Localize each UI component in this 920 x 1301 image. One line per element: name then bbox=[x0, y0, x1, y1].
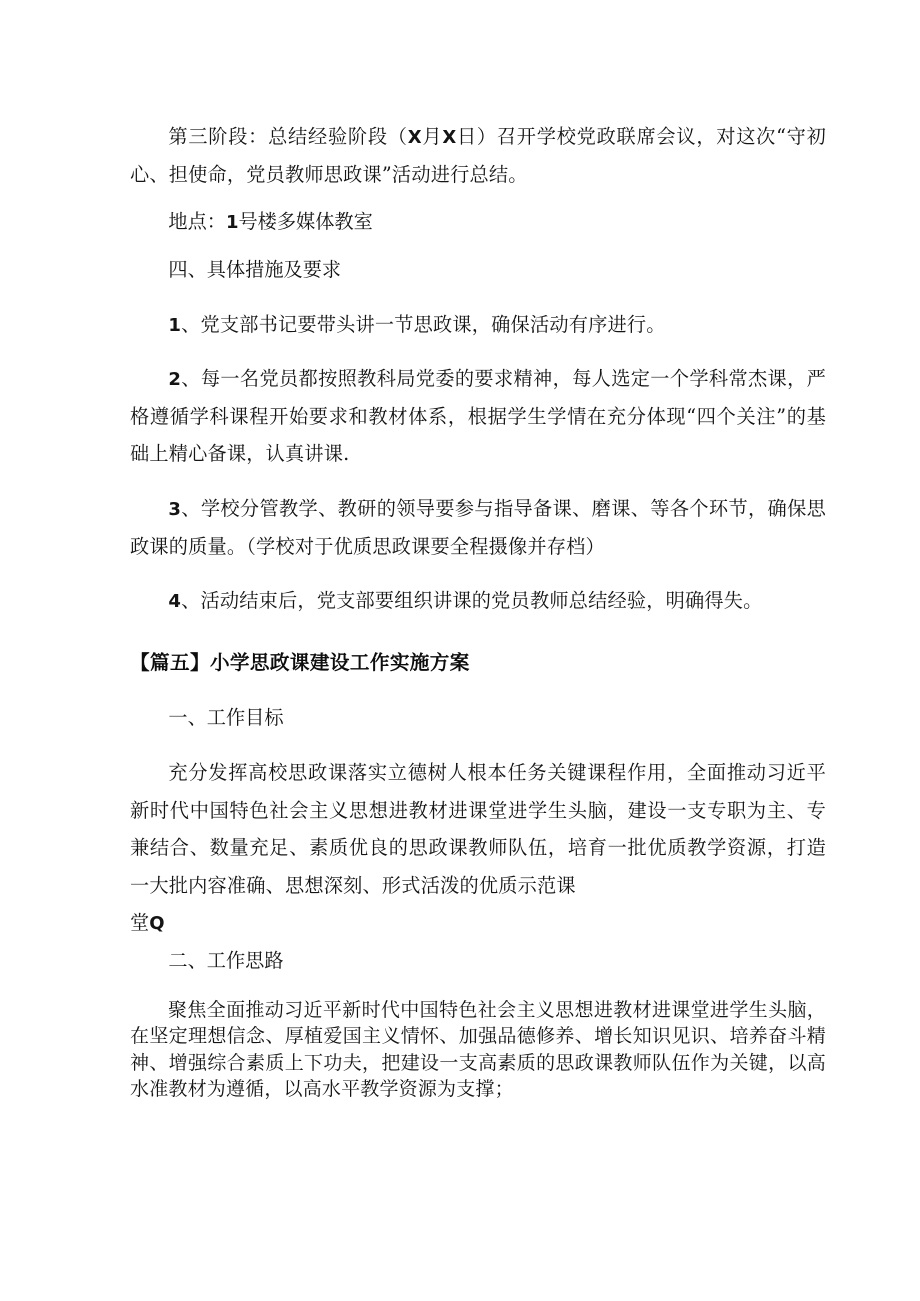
list-item-1 bbox=[130, 306, 826, 344]
paragraph-work-approach: 聚焦全面推动习近平新时代中国特色社会主义思想进教材进课堂进学生头脑，在坚定理想信念、厚植爱国主义情怀、加强品德修养、增长知识见识、培养奋斗精神、增强综合素质上下功夫，把建设一支高素质的思政课教师队伍作为关键，以高水准教材为遵循，以高水平教学资源为支撑； bbox=[130, 998, 826, 1101]
list-item-4-text: 、活动结束后，党支部要组织讲课的党员教师总结经验，明确得失。 bbox=[181, 589, 763, 613]
spacer bbox=[130, 473, 826, 490]
paragraph-location bbox=[130, 203, 826, 241]
spacer bbox=[130, 289, 826, 306]
paragraph-phase-three bbox=[130, 118, 826, 193]
orphan-latin-artifact: Q bbox=[149, 913, 165, 935]
spacer bbox=[130, 193, 826, 203]
list-item-1-text: 、党支部书记要带头讲一节思政课，确保活动有序进行。 bbox=[181, 312, 666, 336]
list-item-4 bbox=[130, 582, 826, 620]
list-item-2-number: 2 bbox=[168, 369, 182, 391]
document-subtitle: 【篇五】小学思政课建设工作实施方案 bbox=[130, 650, 470, 674]
list-item-3-text: 、学校分管教学、教研的领导要参与指导备课、磨课、等各个环节，确保思政课的质量。（学校对于优质思政课要全程摄像并存档） bbox=[130, 497, 826, 558]
list-item-3-number: 3 bbox=[168, 499, 182, 520]
placeholder-month: X bbox=[407, 127, 422, 148]
spacer bbox=[130, 343, 826, 360]
list-item-3 bbox=[130, 490, 826, 565]
list-item-4-number: 4 bbox=[168, 591, 182, 613]
spacer bbox=[130, 737, 826, 754]
label-month: 月 bbox=[421, 125, 443, 148]
list-item-2 bbox=[130, 360, 826, 473]
paragraph-work-goal-continuation bbox=[130, 904, 826, 942]
section-heading-four: 四、具体措施及要求 bbox=[168, 257, 342, 281]
phase-three-lead: 第三阶段：总结经验阶段（ bbox=[168, 125, 408, 148]
text-column bbox=[130, 118, 826, 1103]
spacer bbox=[130, 565, 826, 582]
phase-three-tail: ）召开学校党政联席会议，对这次“守初心、担使命，党员教师思政课”活动进行总结。 bbox=[130, 125, 826, 186]
section-heading-two: 二、工作思路 bbox=[168, 949, 284, 973]
spacer bbox=[130, 682, 826, 699]
location-building-number: 1 bbox=[225, 212, 239, 234]
orphan-character: 堂 bbox=[130, 911, 150, 935]
spacer bbox=[130, 980, 826, 997]
paragraph-work-goal: 充分发挥高校思政课落实立德树人根本任务关键课程作用，全面推动习近平新时代中国特色社会主义思想进教材进课堂进学生头脑，建设一支专职为主、专兼结合、数量充足、素质优良的思政课教师队伍，培育一批优质教学资源，打造一大批内容准确、思想深刻、形式活泼的优质示范课 bbox=[130, 760, 826, 897]
spacer bbox=[130, 620, 826, 644]
list-item-2-text: 、每一名党员都按照教科局党委的要求精神，每人选定一个学科常杰课，严格遵循学科课程开始要求和教材体系，根据学生学情在充分体现“四个关注”的基础上精心备课，认真讲课. bbox=[130, 367, 826, 466]
placeholder-day: X bbox=[442, 127, 457, 148]
spacer bbox=[130, 241, 826, 251]
label-day: 日 bbox=[456, 125, 477, 148]
location-label: 地点： bbox=[168, 210, 226, 234]
section-heading-one: 一、工作目标 bbox=[168, 706, 284, 730]
list-item-1-number: 1 bbox=[168, 314, 182, 336]
location-detail: 号楼多媒体教室 bbox=[238, 210, 373, 234]
